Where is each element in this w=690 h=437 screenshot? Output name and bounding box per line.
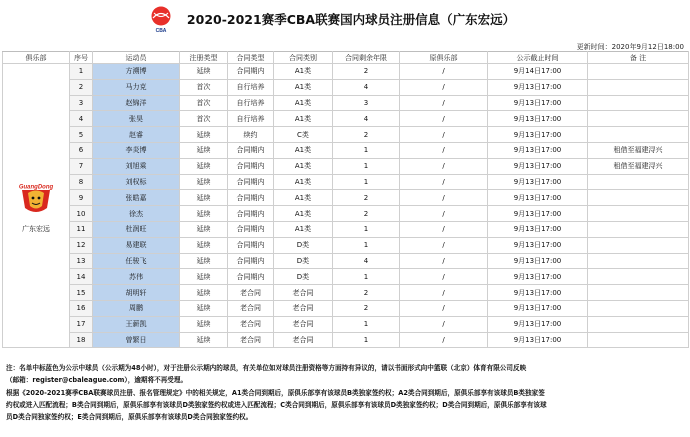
contract-type: 合同期内 xyxy=(228,190,274,206)
original-club: / xyxy=(400,174,488,190)
note xyxy=(588,300,689,316)
original-club: / xyxy=(400,316,488,332)
years-remaining: 1 xyxy=(333,142,400,158)
player-name: 易建联 xyxy=(93,237,180,253)
registration-type: 首次 xyxy=(180,95,228,111)
contract-category: 老合同 xyxy=(274,332,333,348)
header xyxy=(0,0,690,34)
contract-category: A1类 xyxy=(274,174,333,190)
registration-type: 延续 xyxy=(180,332,228,348)
years-remaining: 1 xyxy=(333,158,400,174)
row-number: 8 xyxy=(70,174,93,190)
note xyxy=(588,316,689,332)
row-number: 12 xyxy=(70,237,93,253)
player-name: 张皓嘉 xyxy=(93,190,180,206)
deadline: 9月13日17:00 xyxy=(488,111,588,127)
svg-text:CBA: CBA xyxy=(155,28,167,33)
player-name: 刘权标 xyxy=(93,174,180,190)
contract-category: D类 xyxy=(274,237,333,253)
table-row xyxy=(3,95,689,111)
years-remaining: 1 xyxy=(333,237,400,253)
registration-type: 延续 xyxy=(180,64,228,80)
table-row xyxy=(3,64,689,80)
note-line: 员D类合同独家签约权；E类合同到期后，原俱乐部享有该球员D类合同独家签约权。 xyxy=(6,413,253,422)
note xyxy=(588,269,689,285)
note-line: 约权或进入匹配流程；B类合同到期后，原俱乐部享有该球员D类独家签约权或进入匹配流程；C类合同到期后，原俱乐部享有该球员D类独家签约权；D类合同到期后，原俱乐部享有该球 xyxy=(6,400,547,409)
note-line: 根据《2020-2021赛季CBA联赛球员注册、报名管理规定》中的相关规定，A1类合同到期后，原俱乐部享有该球员B类独家签约权；A2类合同到期后，原俱乐部享有该球员B类独家签 xyxy=(6,388,545,397)
row-number: 5 xyxy=(70,127,93,143)
table-row xyxy=(3,158,689,174)
row-number: 7 xyxy=(70,158,93,174)
registration-type: 延续 xyxy=(180,253,228,269)
contract-category: A1类 xyxy=(274,206,333,222)
row-number: 13 xyxy=(70,253,93,269)
registration-type: 首次 xyxy=(180,79,228,95)
contract-type: 自行培养 xyxy=(228,95,274,111)
original-club: / xyxy=(400,253,488,269)
player-name: 张昊 xyxy=(93,111,180,127)
years-remaining: 2 xyxy=(333,300,400,316)
contract-category: A1类 xyxy=(274,158,333,174)
original-club: / xyxy=(400,332,488,348)
original-club: / xyxy=(400,269,488,285)
years-remaining: 4 xyxy=(333,253,400,269)
contract-type: 合同期内 xyxy=(228,253,274,269)
col-header-contract-category: 合同类别 xyxy=(274,52,333,64)
deadline: 9月13日17:00 xyxy=(488,95,588,111)
deadline: 9月13日17:00 xyxy=(488,332,588,348)
registration-type: 延续 xyxy=(180,316,228,332)
contract-category: A1类 xyxy=(274,111,333,127)
row-number: 16 xyxy=(70,300,93,316)
deadline: 9月13日17:00 xyxy=(488,285,588,301)
years-remaining: 2 xyxy=(333,206,400,222)
table-row xyxy=(3,285,689,301)
table-row xyxy=(3,79,689,95)
table-row xyxy=(3,190,689,206)
player-name: 徐杰 xyxy=(93,206,180,222)
contract-category: A1类 xyxy=(274,95,333,111)
contract-type: 老合同 xyxy=(228,316,274,332)
registration-type: 延续 xyxy=(180,237,228,253)
registration-type: 延续 xyxy=(180,127,228,143)
row-number: 17 xyxy=(70,316,93,332)
player-name: 周鹏 xyxy=(93,300,180,316)
original-club: / xyxy=(400,127,488,143)
original-club: / xyxy=(400,285,488,301)
deadline: 9月13日17:00 xyxy=(488,142,588,158)
deadline: 9月13日17:00 xyxy=(488,127,588,143)
row-number: 9 xyxy=(70,190,93,206)
col-header-deadline: 公示截止时间 xyxy=(488,52,588,64)
contract-type: 老合同 xyxy=(228,285,274,301)
deadline: 9月13日17:00 xyxy=(488,269,588,285)
row-number: 15 xyxy=(70,285,93,301)
original-club: / xyxy=(400,237,488,253)
row-number: 3 xyxy=(70,95,93,111)
contract-category: A1类 xyxy=(274,64,333,80)
contract-category: D类 xyxy=(274,253,333,269)
note xyxy=(588,253,689,269)
registration-type: 延续 xyxy=(180,174,228,190)
deadline: 9月14日17:00 xyxy=(488,64,588,80)
contract-category: A1类 xyxy=(274,221,333,237)
table-row xyxy=(3,111,689,127)
contract-type: 老合同 xyxy=(228,300,274,316)
registration-type: 首次 xyxy=(180,111,228,127)
original-club: / xyxy=(400,111,488,127)
deadline: 9月13日17:00 xyxy=(488,221,588,237)
original-club: / xyxy=(400,79,488,95)
registration-type: 延续 xyxy=(180,269,228,285)
original-club: / xyxy=(400,300,488,316)
table-row xyxy=(3,237,689,253)
contract-type: 合同期内 xyxy=(228,206,274,222)
contract-type: 合同期内 xyxy=(228,64,274,80)
row-number: 1 xyxy=(70,64,93,80)
registration-table xyxy=(2,51,689,348)
registration-type: 延续 xyxy=(180,142,228,158)
table-row xyxy=(3,300,689,316)
table-row xyxy=(3,332,689,348)
note xyxy=(588,64,689,80)
deadline: 9月13日17:00 xyxy=(488,174,588,190)
table-row xyxy=(3,316,689,332)
contract-category: D类 xyxy=(274,269,333,285)
note xyxy=(588,285,689,301)
notes xyxy=(4,362,686,423)
note xyxy=(588,206,689,222)
years-remaining: 1 xyxy=(333,221,400,237)
deadline: 9月13日17:00 xyxy=(488,79,588,95)
registration-type: 延续 xyxy=(180,190,228,206)
col-header-club: 俱乐部 xyxy=(3,52,70,64)
deadline: 9月13日17:00 xyxy=(488,253,588,269)
player-name: 苏伟 xyxy=(93,269,180,285)
original-club: / xyxy=(400,142,488,158)
player-name: 李炎博 xyxy=(93,142,180,158)
note-line: （邮箱：register@cbaleague.com），逾期将不再受理。 xyxy=(6,376,188,385)
col-header-reg-type: 注册类型 xyxy=(180,52,228,64)
row-number: 11 xyxy=(70,221,93,237)
table-header-row xyxy=(3,52,689,64)
years-remaining: 3 xyxy=(333,95,400,111)
registration-type: 延续 xyxy=(180,300,228,316)
contract-category: A1类 xyxy=(274,79,333,95)
row-number: 10 xyxy=(70,206,93,222)
deadline: 9月13日17:00 xyxy=(488,237,588,253)
contract-type: 合同期内 xyxy=(228,269,274,285)
row-number: 14 xyxy=(70,269,93,285)
col-header-no: 序号 xyxy=(70,52,93,64)
registration-type: 延续 xyxy=(180,285,228,301)
contract-category: A1类 xyxy=(274,142,333,158)
table-row xyxy=(3,142,689,158)
player-name: 赵锦洋 xyxy=(93,95,180,111)
contract-category: 老合同 xyxy=(274,316,333,332)
years-remaining: 1 xyxy=(333,332,400,348)
player-name: 杜润旺 xyxy=(93,221,180,237)
contract-category: C类 xyxy=(274,127,333,143)
club-badge-icon xyxy=(16,178,56,218)
years-remaining: 1 xyxy=(333,269,400,285)
note xyxy=(588,221,689,237)
original-club: / xyxy=(400,190,488,206)
original-club: / xyxy=(400,158,488,174)
contract-type: 合同期内 xyxy=(228,142,274,158)
note xyxy=(588,237,689,253)
note: 租借至福建浔兴 xyxy=(588,142,689,158)
contract-type: 老合同 xyxy=(228,332,274,348)
contract-type: 合同期内 xyxy=(228,174,274,190)
player-name: 任骏飞 xyxy=(93,253,180,269)
col-header-original-club: 原俱乐部 xyxy=(400,52,488,64)
table-row xyxy=(3,206,689,222)
col-header-contract-type: 合同类型 xyxy=(228,52,274,64)
player-name: 胡明轩 xyxy=(93,285,180,301)
original-club: / xyxy=(400,64,488,80)
page-title: 2020-2021赛季CBA联赛国内球员注册信息（广东宏远） xyxy=(186,12,516,27)
years-remaining: 4 xyxy=(333,111,400,127)
deadline: 9月13日17:00 xyxy=(488,316,588,332)
note-line: 注：名单中标蓝色为公示中球员（公示期为48小时），对于注册公示期内的球员，有关单位如对球员注册资格等方面持有异议的，请以书面形式向中篮联（北京）体育有限公司反映 xyxy=(6,364,527,372)
note xyxy=(588,79,689,95)
row-number: 4 xyxy=(70,111,93,127)
years-remaining: 2 xyxy=(333,127,400,143)
years-remaining: 2 xyxy=(333,64,400,80)
row-number: 6 xyxy=(70,142,93,158)
years-remaining: 1 xyxy=(333,316,400,332)
table-row xyxy=(3,269,689,285)
years-remaining: 1 xyxy=(333,174,400,190)
contract-category: A1类 xyxy=(274,190,333,206)
note xyxy=(588,95,689,111)
club-name: 广东宏远 xyxy=(22,224,50,233)
original-club: / xyxy=(400,206,488,222)
years-remaining: 2 xyxy=(333,285,400,301)
note xyxy=(588,174,689,190)
note xyxy=(588,127,689,143)
table-row xyxy=(3,221,689,237)
player-name: 曾繁日 xyxy=(93,332,180,348)
player-name: 刘旭乘 xyxy=(93,158,180,174)
deadline: 9月13日17:00 xyxy=(488,158,588,174)
contract-type: 合同期内 xyxy=(228,158,274,174)
deadline: 9月13日17:00 xyxy=(488,206,588,222)
update-time: 更新时间：2020年9月12日18:00 xyxy=(576,43,684,51)
col-header-years-left: 合同剩余年限 xyxy=(333,52,400,64)
note xyxy=(588,190,689,206)
table-row xyxy=(3,174,689,190)
row-number: 2 xyxy=(70,79,93,95)
years-remaining: 4 xyxy=(333,79,400,95)
table-row xyxy=(3,127,689,143)
registration-type: 延续 xyxy=(180,206,228,222)
contract-type: 合同期内 xyxy=(228,237,274,253)
years-remaining: 2 xyxy=(333,190,400,206)
club-badge-text: GuangDong xyxy=(18,184,54,191)
col-header-note: 备 注 xyxy=(588,52,689,64)
deadline: 9月13日17:00 xyxy=(488,190,588,206)
row-number: 18 xyxy=(70,332,93,348)
player-name: 王薪凯 xyxy=(93,316,180,332)
contract-category: 老合同 xyxy=(274,285,333,301)
contract-type: 自行培养 xyxy=(228,111,274,127)
note xyxy=(588,332,689,348)
registration-type: 延续 xyxy=(180,221,228,237)
registration-type: 延续 xyxy=(180,158,228,174)
player-name: 马力克 xyxy=(93,79,180,95)
contract-type: 合同期内 xyxy=(228,221,274,237)
note: 租借至福建浔兴 xyxy=(588,158,689,174)
table-row xyxy=(3,253,689,269)
contract-category: 老合同 xyxy=(274,300,333,316)
player-name: 赵睿 xyxy=(93,127,180,143)
deadline: 9月13日17:00 xyxy=(488,300,588,316)
contract-type: 续约 xyxy=(228,127,274,143)
original-club: / xyxy=(400,95,488,111)
note xyxy=(588,111,689,127)
contract-type: 自行培养 xyxy=(228,79,274,95)
original-club: / xyxy=(400,221,488,237)
player-name: 方溯博 xyxy=(93,64,180,80)
club-cell xyxy=(3,64,70,348)
col-header-player: 运动员 xyxy=(93,52,180,64)
